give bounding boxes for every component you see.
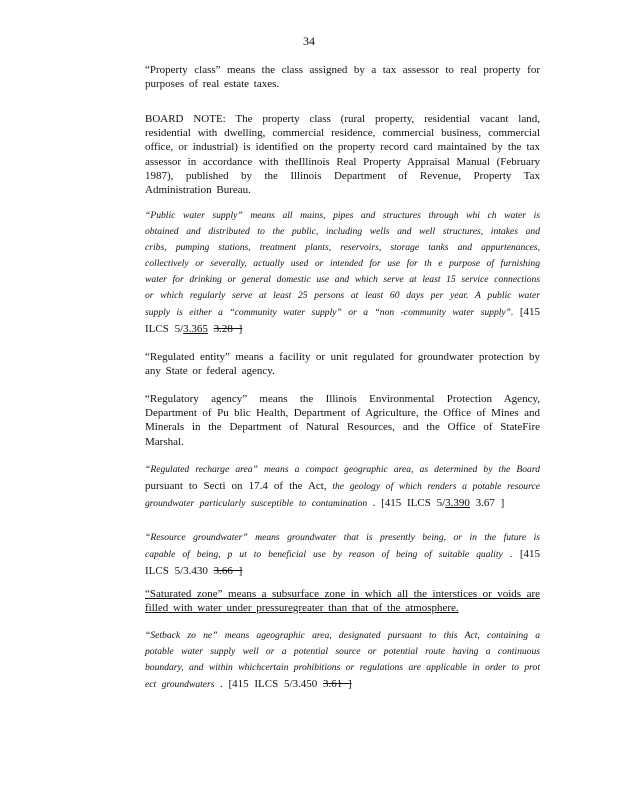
definition-text: “Regulated recharge area” means a compact geographic area, as determined by the Board: [145, 464, 540, 475]
definition-text: “Setback zo ne” means ageographic area, designated pursuant to this Act, containing a potable water supply well or a potential source or potential route having a continuous boundary, and within whichcertain prohibitions or regulations are applicable in order to prot ect groundwaters: [145, 630, 540, 690]
statutory-reference: pursuant to Secti on 17.4 of the Act,: [145, 480, 327, 492]
definition-text: “Public water supply” means all mains, pipes and structures through whi ch water is obtained and distributed to the public, including wells and well structures, intakes and cribs, pumping stations, treatment plants, reservoirs, storage tanks and appurtenances, collectively or severally, actually used or intended for use for th e purpose of furnishing water for drinking or general domestic use and which serve at least 15 service connections or which regularly serve at least 25 persons at least 60 days per year. A public water supply is either a “community water supply” or a “non -community water supply”.: [145, 210, 540, 318]
citation-prefix: . [415 ILCS 5/3.430: [145, 548, 540, 577]
deleted-section: 3.28 ]: [213, 323, 243, 335]
definition-text: “Resource groundwater” means groundwater that is presently being, or in the future is capable of being, p ut to beneficial use by reason of being of suitable quality: [145, 532, 540, 560]
deleted-section: 3.61 ]: [323, 678, 352, 690]
public-water-supply-definition: [145, 208, 540, 338]
resource-groundwater-definition: [145, 530, 540, 580]
deleted-section: 3.66 ]: [213, 565, 243, 577]
regulated-recharge-area-definition: [145, 462, 540, 512]
inserted-section: 3.365: [183, 323, 208, 335]
regulatory-agency-definition: “Regulatory agency” means the Illinois Environmental Protection Agency, Department of Pu blic Health, Department of Agriculture, the Office of Mines and Minerals in the Department of Natural Resources, and the Office of StateFire Marshal.: [145, 393, 540, 448]
board-note: BOARD NOTE: The property class (rural property, residential vacant land, residential with dwelling, commercial residence, commercial business, commercial office, or industrial) is identified on the property record card maintained by the tax assessor in accordance with theIllinois Real Property Appraisal Manual (February 1987), published by the Illinois Department of Revenue, Property Tax Administration Bureau.: [145, 113, 540, 197]
inserted-section: 3.390: [445, 497, 470, 509]
citation: [373, 497, 505, 509]
setback-zone-definition: [145, 628, 540, 693]
regulated-entity-definition: “Regulated entity” means a facility or unit regulated for groundwater protection by any State or federal agency.: [145, 351, 540, 378]
citation-prefix: . [415 ILCS 5/3.450: [219, 678, 318, 690]
citation-prefix: . [415 ILCS 5/: [372, 497, 446, 509]
definition-text-continued: the geology of which renders a potable resource groundwater particularly susceptible to contamination: [145, 481, 540, 509]
page-number: 34: [303, 34, 315, 48]
old-section: 3.67 ]: [475, 497, 505, 509]
property-class-definition: “Property class” means the class assigned by a tax assessor to real property for purposes of real estate taxes.: [145, 64, 540, 91]
citation-prefix: [415 ILCS 5/: [145, 306, 541, 335]
citation: [220, 678, 352, 690]
saturated-zone-definition: “Saturated zone” means a subsurface zone in which all the interstices or voids are filled with water under pressuregreater than that of the atmosphere.: [145, 588, 540, 615]
